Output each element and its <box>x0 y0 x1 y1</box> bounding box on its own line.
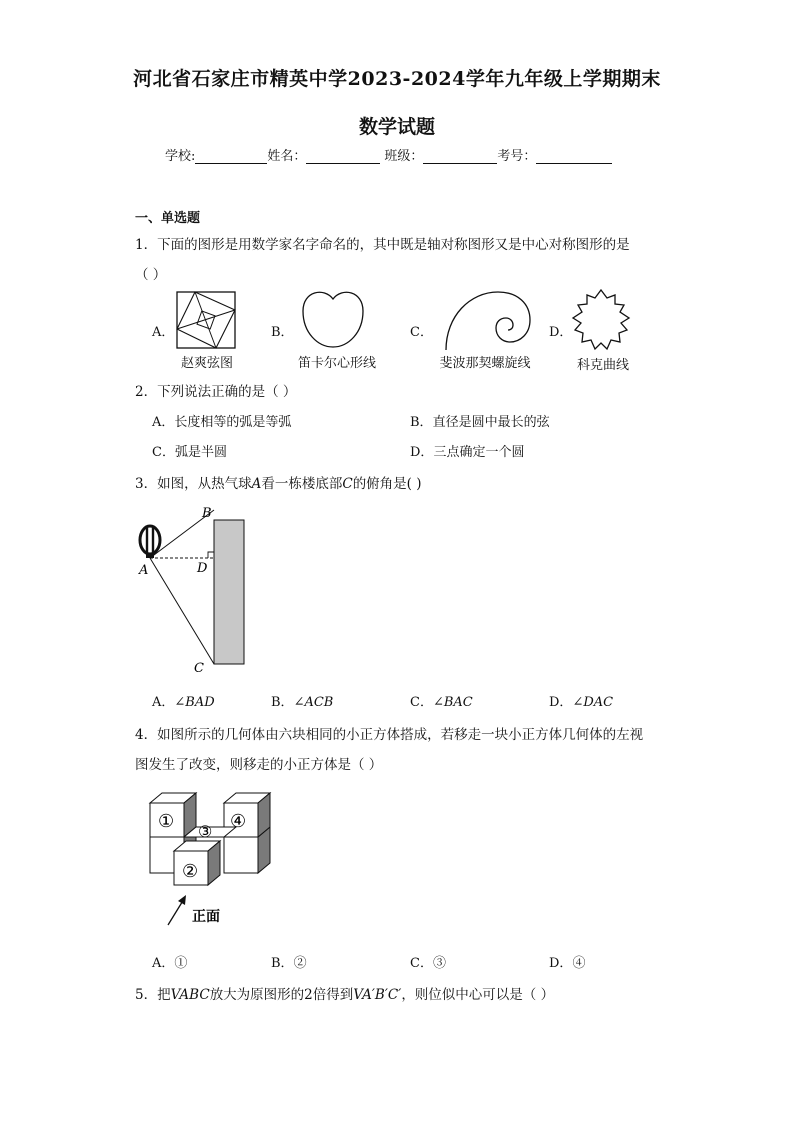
cube-label-4: ④ <box>230 811 247 832</box>
q2-option-c[interactable] <box>152 441 227 460</box>
q3-option-c-text: ∠BAC <box>432 695 473 710</box>
q3-option-b-text: ∠ACB <box>293 695 334 710</box>
q1-option-c-letter[interactable]: C． <box>410 325 433 340</box>
student-info-line <box>165 145 612 164</box>
q3-option-b-letter: B． <box>271 695 294 710</box>
q4-option-d[interactable] <box>549 952 585 971</box>
q5-text-part1: 5．把 <box>135 987 171 1003</box>
q4-option-a-letter: A． <box>152 956 175 971</box>
q2-option-b-text: 直径是圆中最长的弦 <box>432 415 550 430</box>
q4-option-c[interactable] <box>410 952 446 971</box>
fig3-label-b: B <box>202 506 212 521</box>
paper-title-line2: 数学试题 <box>358 116 435 138</box>
school-label: 学校: <box>165 149 196 164</box>
exam-no-label: 考号： <box>497 149 537 164</box>
q5-text-part3: ，则位似中心可以是（ ） <box>401 987 555 1003</box>
zhao-shuang-figure <box>176 291 238 351</box>
class-blank[interactable] <box>423 149 497 164</box>
q1-option-b-letter[interactable]: B． <box>271 325 294 340</box>
q1-caption-b: 笛卡尔心形线 <box>297 356 376 371</box>
q4-text-line1: 4．如图所示的几何体由六块相同的小正方体搭成，若移走一块小正方体几何体的左视 <box>135 727 644 743</box>
fig3-label-a: A <box>139 563 149 578</box>
q3-option-c-letter: C． <box>410 695 433 710</box>
q3-text-part1: 3．如图，从热气球 <box>135 476 252 492</box>
q5-text-part2: 放大为原图形的2倍得到 <box>209 987 354 1003</box>
q2-option-a-letter: A． <box>152 415 175 430</box>
q3-option-d-text: ∠DAC <box>572 695 614 710</box>
q2-option-c-text: 弧是半圆 <box>174 445 227 460</box>
cube-label-3: ③ <box>198 822 213 841</box>
q4-option-d-text: ④ <box>572 956 586 971</box>
q3-option-c[interactable] <box>410 691 473 710</box>
name-blank[interactable] <box>306 149 380 164</box>
cardioid-figure <box>300 289 366 351</box>
cube-label-1: ① <box>158 811 175 832</box>
q5-text <box>135 983 554 1003</box>
q4-option-b-text: ② <box>293 956 307 971</box>
fig3-label-c: C <box>194 661 204 676</box>
class-label: 班级： <box>384 149 424 164</box>
fibonacci-spiral-figure <box>442 288 532 352</box>
q3-text-part2: 看一栋楼底部 <box>261 476 343 492</box>
fig3-label-d: D <box>197 561 208 576</box>
q3-option-a-text: ∠BAD <box>174 695 215 710</box>
q3-text <box>135 472 422 492</box>
q2-text: 2．下列说法正确的是（ ） <box>135 384 297 400</box>
q4-option-c-text: ③ <box>432 956 446 971</box>
school-blank[interactable] <box>195 149 267 164</box>
q2-option-c-letter: C． <box>152 445 175 460</box>
q1-caption-d: 科克曲线 <box>576 358 629 373</box>
q3-point-c: C <box>342 476 353 492</box>
q3-option-d-letter: D． <box>549 695 573 710</box>
q4-option-b[interactable] <box>271 952 307 971</box>
q3-point-a: A <box>251 476 262 492</box>
q4-option-d-letter: D． <box>549 956 573 971</box>
q3-option-a-letter: A． <box>152 695 175 710</box>
q1-paren: （ ） <box>135 267 167 283</box>
q1-caption-c: 斐波那契螺旋线 <box>439 356 531 371</box>
q4-option-b-letter: B． <box>271 956 294 971</box>
q1-option-d-letter[interactable]: D． <box>549 325 573 340</box>
q4-option-c-letter: C． <box>410 956 433 971</box>
front-arrow-icon <box>178 895 186 905</box>
section-title: 一、单选题 <box>135 211 201 226</box>
q1-option-a-letter[interactable]: A． <box>152 325 175 340</box>
q5-triangle-abc: VABC <box>170 987 210 1003</box>
q2-option-d[interactable] <box>410 441 524 460</box>
q1-text: 1．下面的图形是用数学家名字命名的，其中既是轴对称图形又是中心对称图形的是 <box>135 237 630 253</box>
q2-option-d-letter: D． <box>410 445 434 460</box>
q4-option-a-text: ① <box>174 956 188 971</box>
exam-no-blank[interactable] <box>536 149 612 164</box>
name-label: 姓名： <box>267 149 307 164</box>
q4-option-a[interactable] <box>152 952 187 971</box>
q2-option-a-text: 长度相等的弧是等弧 <box>174 415 292 430</box>
cube-label-2: ② <box>182 861 199 882</box>
q2-option-b[interactable] <box>410 411 550 430</box>
q2-option-d-text: 三点确定一个圆 <box>433 445 525 460</box>
q1-caption-a: 赵爽弦图 <box>180 356 233 371</box>
koch-curve-figure <box>567 288 635 354</box>
q3-option-d[interactable] <box>549 691 613 710</box>
q3-option-a[interactable] <box>152 691 215 710</box>
paper-title-line1: 河北省石家庄市精英中学2023-2024学年九年级上学期期末 <box>133 68 661 90</box>
q3-text-part3: 的俯角是( ) <box>352 476 422 492</box>
q4-text-line2: 图发生了改变，则移走的小正方体是（ ） <box>135 757 383 773</box>
q2-option-a[interactable] <box>152 411 291 430</box>
front-view-label: 正面 <box>192 909 220 925</box>
q5-triangle-a-prime: VA′B′C′ <box>353 987 402 1003</box>
cube-stack-figure <box>140 785 290 935</box>
q2-option-b-letter: B． <box>410 415 433 430</box>
balloon-building-figure <box>130 500 260 680</box>
q3-option-b[interactable] <box>271 691 333 710</box>
